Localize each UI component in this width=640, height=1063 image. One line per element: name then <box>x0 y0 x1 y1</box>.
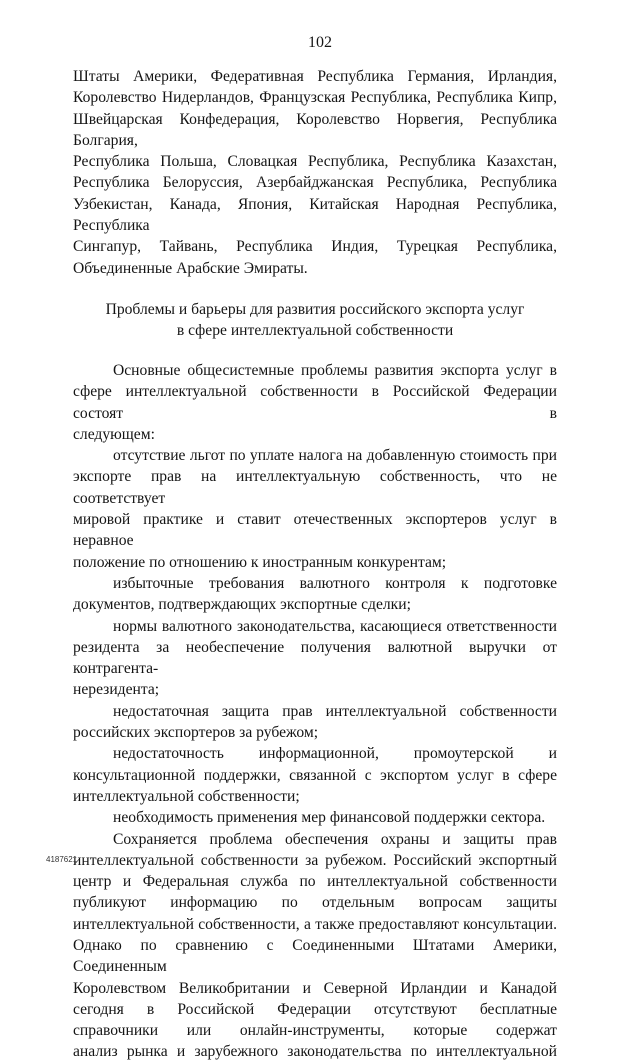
text-line: следующем: <box>73 425 155 443</box>
text-line: сфере интеллектуальной собственности в Российской Федерации состоят в <box>73 383 557 422</box>
section-heading <box>73 299 557 341</box>
text-line: недостаточная защита прав интеллектуальной собственности <box>113 702 557 720</box>
text-line: Однако по сравнению с Соединенными Штатами Америки, Соединенным <box>73 936 557 976</box>
text-line: положение по отношению к иностранным конкурентам; <box>73 553 447 571</box>
text-line: документов, подтверждающих экспортные сделки; <box>73 596 411 614</box>
problem-item-ip-protection <box>73 701 557 744</box>
document-id: 4187621 <box>46 855 78 864</box>
text-line: интеллектуальной собственности за рубежом. Российский экспортный <box>73 851 557 869</box>
protection-paragraph <box>73 829 557 1063</box>
intro-paragraph <box>73 360 557 445</box>
text-line: нормы валютного законодательства, касающиеся ответственности <box>113 617 557 635</box>
text-line: центр и Федеральная служба по интеллектуальной собственности <box>73 873 557 891</box>
text-line: справочники или онлайн-инструменты, которые содержат <box>73 1022 557 1040</box>
text-line: необходимость применения мер финансовой поддержки сектора. <box>113 809 546 827</box>
text-line: Сингапур, Тайвань, Республика Индия, Турецкая Республика, <box>73 238 557 256</box>
text-line: Республика Белоруссия, Азербайджанская Республика, Республика <box>73 174 557 192</box>
text-line: Королевством Великобритании и Северной Ирландии и Канадой <box>73 979 557 997</box>
text-line: Основные общесистемные проблемы развития экспорта услуг в <box>113 361 557 379</box>
text-line: Республика Польша, Словацкая Республика, Республика Казахстан, <box>73 153 557 171</box>
text-line: мировой практике и ставит отечественных экспортеров услуг в неравное <box>73 511 557 550</box>
text-line: резидента за необеспечение получения валютной выручки от контрагента- <box>73 638 557 678</box>
document-body <box>73 66 557 1063</box>
text-line: интеллектуальной собственности; <box>73 787 300 805</box>
text-line: избыточные требования валютного контроля к подготовке <box>113 574 557 592</box>
problem-item-vat <box>73 445 557 573</box>
problem-item-financial <box>73 807 557 828</box>
text-line: недостаточность информационной, промоутерской и <box>113 745 557 763</box>
text-line: Королевство Нидерландов, Французская Республика, Республика Кипр, <box>73 89 557 107</box>
text-line: анализ рынка и зарубежного законодательства по интеллектуальной <box>73 1043 557 1061</box>
problem-item-currency-control <box>73 573 557 616</box>
text-line: консультационной поддержки, связанной с экспортом услуг в сфере <box>73 766 557 784</box>
problem-item-currency-law <box>73 616 557 701</box>
text-line: нерезидента; <box>73 681 160 699</box>
text-line: Штаты Америки, Федеративная Республика Германия, Ирландия, <box>73 68 557 85</box>
text-line: российских экспортеров за рубежом; <box>73 724 319 742</box>
text-line: экспорте прав на интеллектуальную собственность, что не соответствует <box>73 468 557 507</box>
country-list-paragraph <box>73 66 557 279</box>
text-line: Швейцарская Конфедерация, Королевство Норвегия, Республика Болгария, <box>73 110 557 149</box>
problem-item-support <box>73 743 557 807</box>
text-line: Сохраняется проблема обеспечения охраны и защиты прав <box>113 830 557 848</box>
text-line: публикуют информацию по отдельным вопросам защиты <box>73 894 557 912</box>
page-number: 102 <box>308 34 332 51</box>
text-line: Объединенные Арабские Эмираты. <box>73 259 308 277</box>
heading-line: Проблемы и барьеры для развития российского экспорта услуг <box>105 300 525 318</box>
text-line: сегодня в Российской Федерации отсутствуют бесплатные <box>73 1000 557 1018</box>
text-line: интеллектуальной собственности, а также предоставляют консультации. <box>73 915 557 933</box>
heading-line: в сфере интеллектуальной собственности <box>176 321 454 339</box>
text-line: отсутствие льгот по уплате налога на добавленную стоимость при <box>113 447 557 465</box>
text-line: Узбекистан, Канада, Япония, Китайская Народная Республика, Республика <box>73 195 557 235</box>
